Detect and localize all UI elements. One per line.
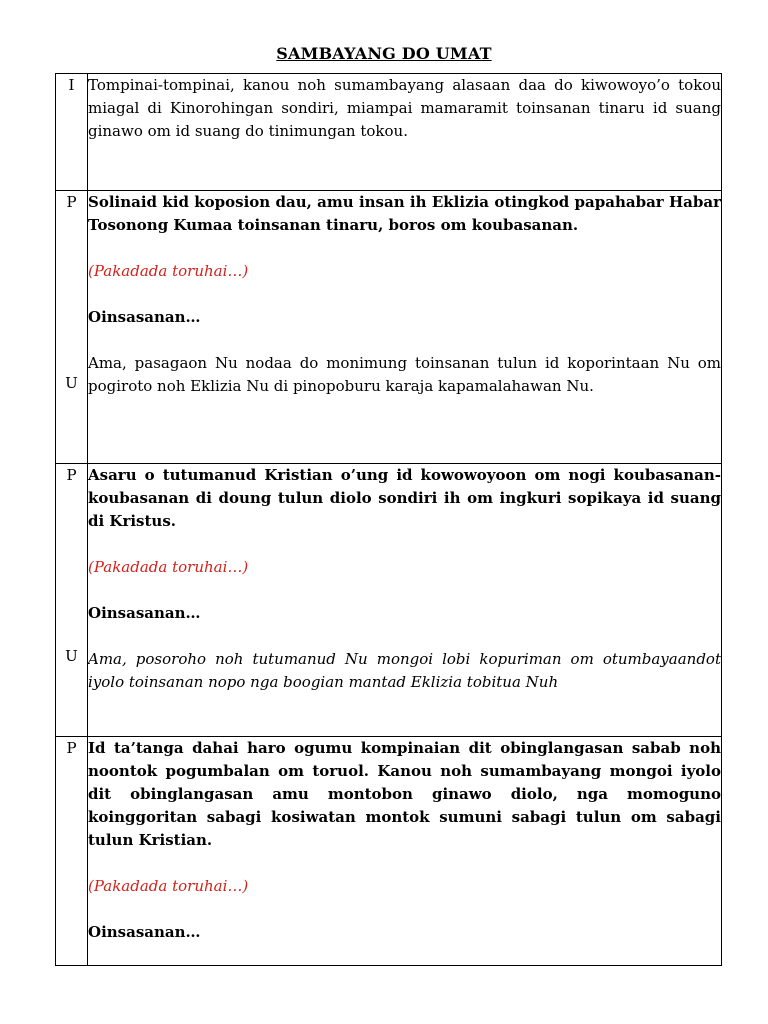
text-cell xyxy=(88,74,722,191)
petition-label: P xyxy=(66,193,77,211)
text-cell xyxy=(88,191,722,464)
label-cell xyxy=(56,464,88,737)
response-text: Ama, pasagaon Nu nodaa do monimung toinsanan tulun id koporintaan Nu om pogiroto noh Eklizia Nu di pinopoburu karaja kapamalahawan Nu. xyxy=(88,354,721,395)
intro-text: Tompinai-tompinai, kanou noh sumambayang alasaan daa do kiwowoyo’o tokou miagal di Kinorohingan sondiri, miampai mamaramit toinsanan tinaru id suang ginawo om id suang do tinimungan tokou. xyxy=(88,76,721,140)
instruction-text: (Pakadada toruhai…) xyxy=(88,877,249,895)
page-title: SAMBAYANG DO UMAT xyxy=(276,44,492,63)
table-row xyxy=(56,464,722,737)
petition-label: P xyxy=(66,739,77,757)
table-row xyxy=(56,191,722,464)
response-label: U xyxy=(65,647,78,665)
prayer-table xyxy=(55,73,722,966)
petition-text: Solinaid kid koposion dau, amu insan ih Eklizia otingkod papahabar Habar Tosonong Kumaa toinsanan tinaru, boros om koubasanan. xyxy=(88,193,721,234)
petition-text: Id ta’tanga dahai haro ogumu kompinaian dit obinglangasan sabab noh noontok pogumbalan om toruol. Kanou noh sumambayang mongoi iyolo dit obinglangasan amu montobon ginawo diolo, nga momoguno koinggoritan sabagi kosiwatan montok sumuni sabagi tulun om sabagi tulun Kristian. xyxy=(88,739,721,849)
instruction-text: (Pakadada toruhai…) xyxy=(88,558,249,576)
response-cue: Oinsasanan… xyxy=(88,604,201,622)
label-cell xyxy=(56,191,88,464)
response-cue: Oinsasanan… xyxy=(88,308,201,326)
text-cell xyxy=(88,464,722,737)
response-text: Ama, posoroho noh tutumanud Nu mongoi lobi kopuriman om otumbayaandot iyolo toinsanan nopo nga boogian mantad Eklizia tobitua Nuh xyxy=(88,650,721,691)
instruction-text: (Pakadada toruhai…) xyxy=(88,262,249,280)
table-row xyxy=(56,737,722,966)
label-cell xyxy=(56,74,88,191)
petition-text: Asaru o tutumanud Kristian o’ung id kowowoyoon om nogi koubasanan-koubasanan di doung tulun diolo sondiri ih om ingkuri sopikaya id suang di Kristus. xyxy=(88,466,721,530)
petition-label: P xyxy=(66,466,77,484)
table-row xyxy=(56,74,722,191)
label-cell xyxy=(56,737,88,966)
response-cue: Oinsasanan… xyxy=(88,923,201,941)
intro-label: I xyxy=(68,76,75,94)
response-label: U xyxy=(65,374,78,392)
text-cell xyxy=(88,737,722,966)
